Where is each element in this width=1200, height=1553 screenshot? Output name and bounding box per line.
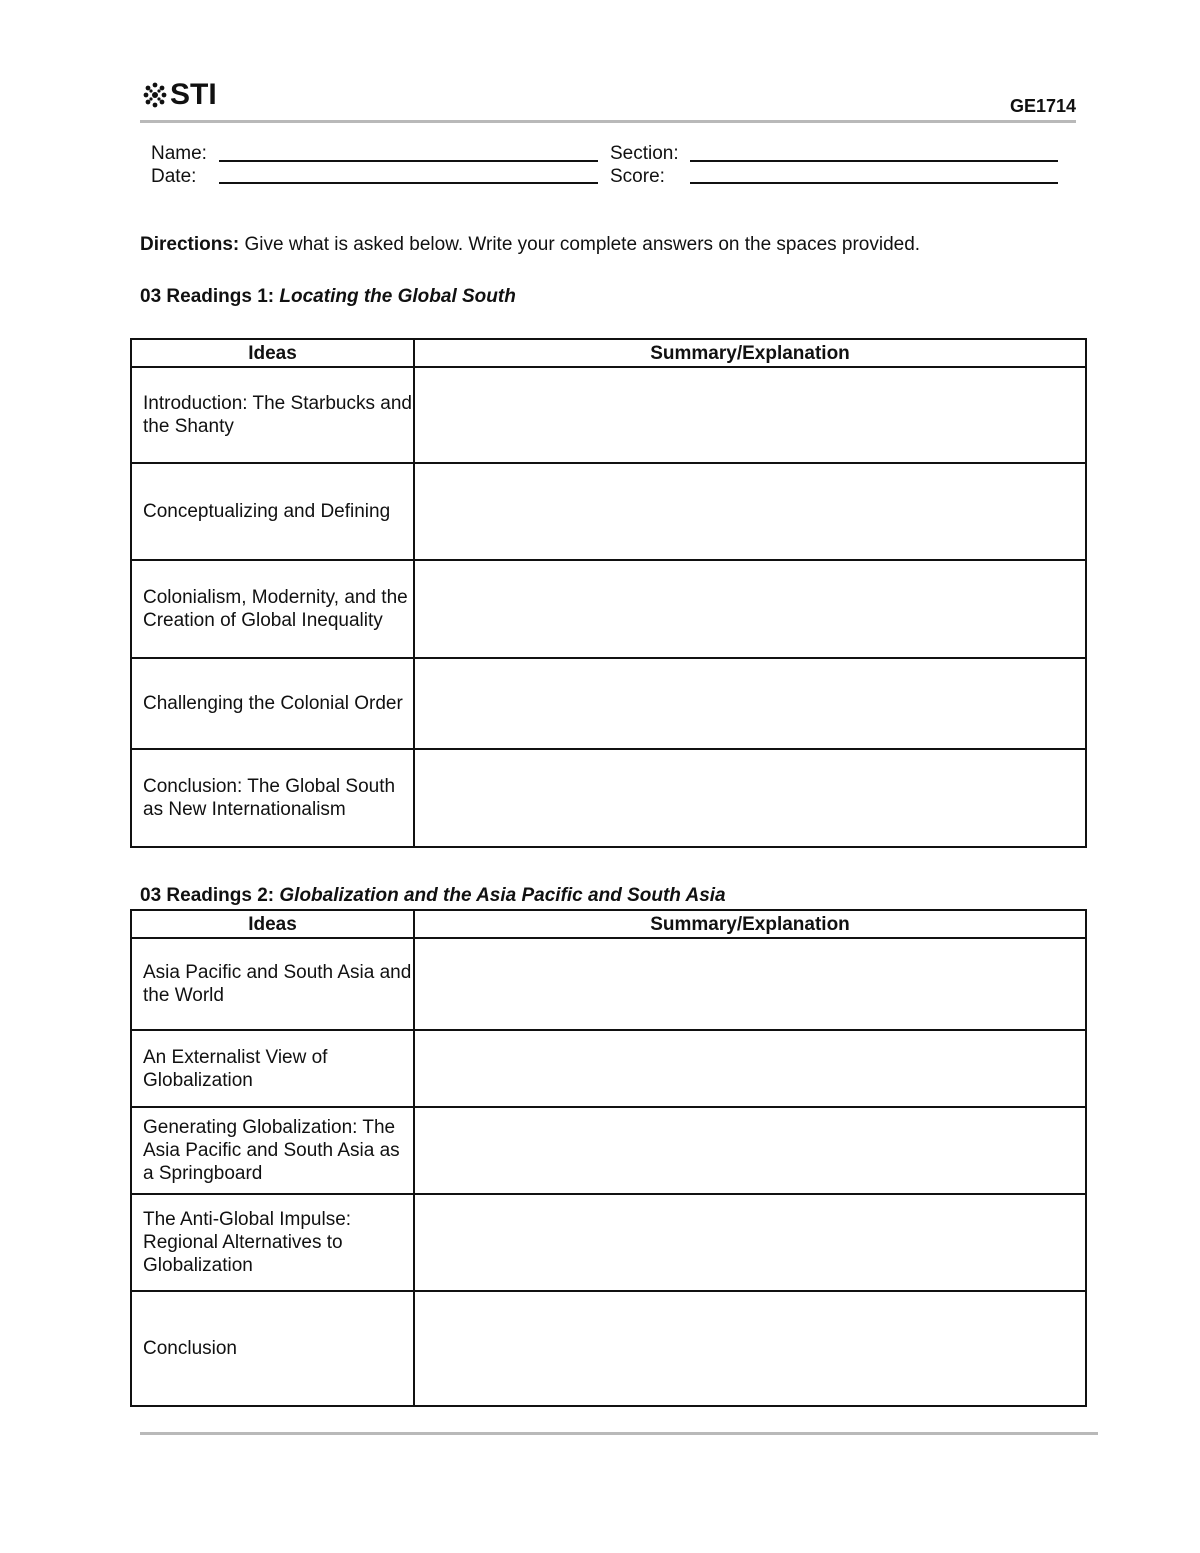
summary-answer-cell[interactable] bbox=[414, 367, 1086, 463]
idea-cell: Introduction: The Starbucks and the Shanty bbox=[131, 367, 414, 463]
date-label: Date: bbox=[151, 166, 197, 187]
table-row bbox=[131, 749, 1086, 847]
directions bbox=[140, 234, 920, 256]
idea-cell: Conclusion bbox=[131, 1291, 414, 1406]
summary-answer-cell[interactable] bbox=[414, 463, 1086, 560]
reading1-title-prefix: 03 Readings 1: bbox=[140, 286, 275, 307]
table-header-row bbox=[131, 910, 1086, 938]
header-divider bbox=[140, 120, 1076, 123]
summary-header: Summary/Explanation bbox=[414, 339, 1086, 367]
ideas-header: Ideas bbox=[131, 910, 414, 938]
name-field[interactable] bbox=[219, 160, 598, 162]
reading2-title bbox=[140, 885, 726, 907]
globe-icon bbox=[142, 80, 168, 110]
section-field[interactable] bbox=[690, 160, 1058, 162]
summary-answer-cell[interactable] bbox=[414, 1030, 1086, 1107]
idea-cell: Colonialism, Modernity, and the Creation of Global Inequality bbox=[131, 560, 414, 658]
table-row bbox=[131, 1194, 1086, 1291]
reading2-title-prefix: 03 Readings 2: bbox=[140, 885, 275, 906]
directions-label: Directions: bbox=[140, 234, 240, 255]
idea-cell: The Anti-Global Impulse: Regional Alternatives to Globalization bbox=[131, 1194, 414, 1291]
logo-text: STI bbox=[170, 78, 217, 111]
summary-answer-cell[interactable] bbox=[414, 1107, 1086, 1194]
reading1-title bbox=[140, 286, 516, 308]
table-row bbox=[131, 367, 1086, 463]
idea-cell: An Externalist View of Globalization bbox=[131, 1030, 414, 1107]
idea-cell: Challenging the Colonial Order bbox=[131, 658, 414, 749]
table-row bbox=[131, 1291, 1086, 1406]
footer-divider bbox=[140, 1432, 1098, 1435]
idea-cell: Conclusion: The Global South as New Internationalism bbox=[131, 749, 414, 847]
score-field[interactable] bbox=[690, 182, 1058, 184]
sti-logo bbox=[142, 78, 217, 112]
reading2-table bbox=[130, 909, 1087, 1407]
summary-answer-cell[interactable] bbox=[414, 1291, 1086, 1406]
summary-answer-cell[interactable] bbox=[414, 658, 1086, 749]
reading1-table bbox=[130, 338, 1087, 848]
course-code: GE1714 bbox=[1009, 96, 1076, 116]
reading1-title-italic: Locating the Global South bbox=[279, 286, 516, 307]
idea-cell: Conceptualizing and Defining bbox=[131, 463, 414, 560]
summary-answer-cell[interactable] bbox=[414, 749, 1086, 847]
section-label: Section: bbox=[610, 143, 679, 164]
table-row bbox=[131, 1107, 1086, 1194]
directions-text: Give what is asked below. Write your complete answers on the spaces provided. bbox=[244, 234, 921, 255]
summary-answer-cell[interactable] bbox=[414, 938, 1086, 1030]
summary-header: Summary/Explanation bbox=[414, 910, 1086, 938]
summary-answer-cell[interactable] bbox=[414, 560, 1086, 658]
score-label: Score: bbox=[610, 166, 665, 187]
name-label: Name: bbox=[151, 143, 207, 164]
ideas-header: Ideas bbox=[131, 339, 414, 367]
table-row bbox=[131, 560, 1086, 658]
table-row bbox=[131, 1030, 1086, 1107]
summary-answer-cell[interactable] bbox=[414, 1194, 1086, 1291]
date-field[interactable] bbox=[219, 182, 598, 184]
table-row bbox=[131, 658, 1086, 749]
reading2-title-italic: Globalization and the Asia Pacific and South Asia bbox=[279, 885, 726, 906]
idea-cell: Asia Pacific and South Asia and the World bbox=[131, 938, 414, 1030]
table-row bbox=[131, 938, 1086, 1030]
table-header-row bbox=[131, 339, 1086, 367]
idea-cell: Generating Globalization: The Asia Pacific and South Asia as a Springboard bbox=[131, 1107, 414, 1194]
table-row bbox=[131, 463, 1086, 560]
